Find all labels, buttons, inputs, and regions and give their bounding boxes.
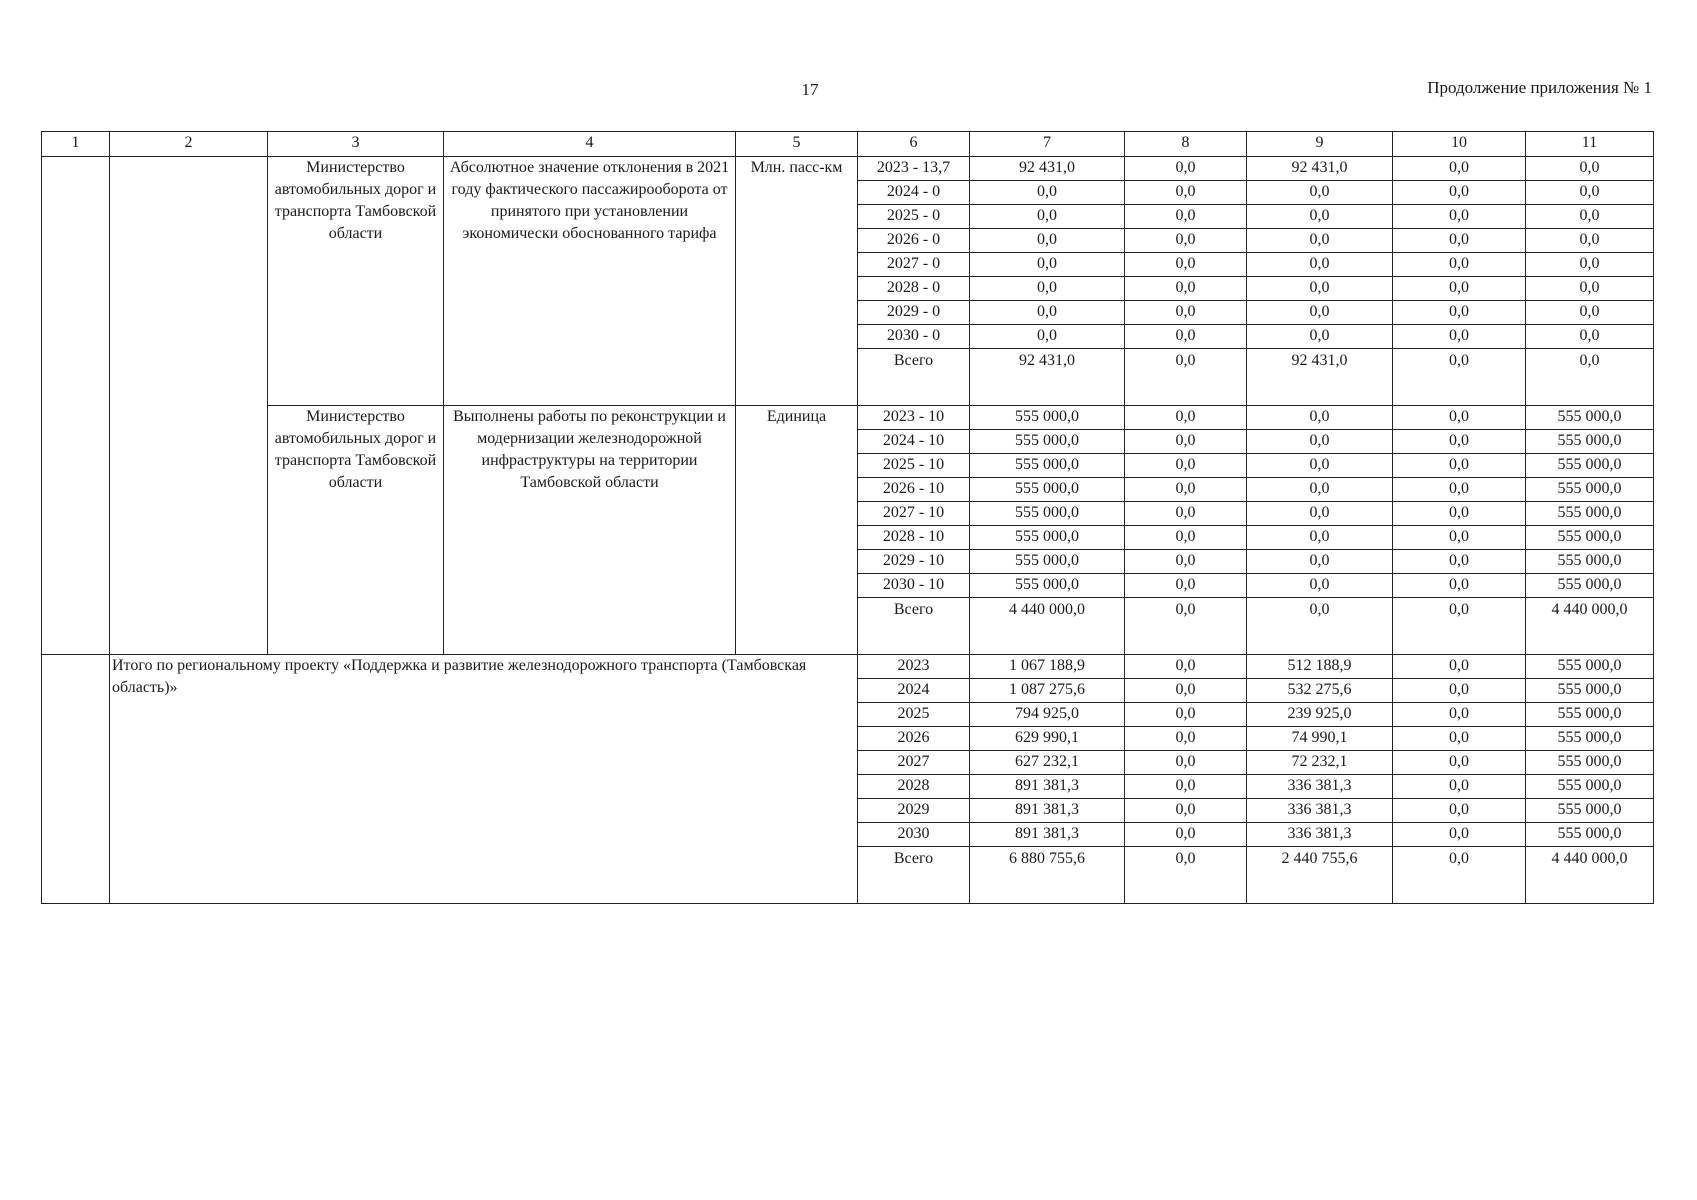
page-number: 17 [801,80,819,99]
value-cell: 0,0 [1393,847,1526,904]
value-cell: 1 067 188,9 [970,655,1125,679]
value-cell: 0,0 [970,301,1125,325]
year-cell: 2028 - 10 [858,526,970,550]
year-cell: 2029 [858,799,970,823]
value-cell: 0,0 [1125,847,1247,904]
value-cell: 0,0 [970,325,1125,349]
year-cell: 2027 - 10 [858,502,970,526]
value-cell: 336 381,3 [1247,799,1393,823]
table-row [42,157,1654,181]
value-cell: 0,0 [1247,478,1393,502]
col-header: 7 [970,132,1125,157]
year-cell: 2030 - 0 [858,325,970,349]
year-cell: Всего [858,349,970,406]
value-cell: 0,0 [1393,229,1526,253]
value-cell: 0,0 [1247,430,1393,454]
value-cell: 0,0 [1393,205,1526,229]
budget-table [41,131,1654,904]
year-cell: 2024 - 0 [858,181,970,205]
value-cell: 4 440 000,0 [970,598,1125,655]
value-cell: 0,0 [1125,277,1247,301]
value-cell: 0,0 [1393,679,1526,703]
appendix-continuation-note: Продолжение приложения № 1 [1427,78,1652,97]
value-cell: 92 431,0 [970,349,1125,406]
value-cell: 0,0 [1393,478,1526,502]
year-cell: 2024 - 10 [858,430,970,454]
value-cell: 794 925,0 [970,703,1125,727]
value-cell: 0,0 [970,181,1125,205]
col-header: 2 [110,132,268,157]
value-cell: 555 000,0 [1526,430,1654,454]
year-cell: 2024 [858,679,970,703]
value-cell: 512 188,9 [1247,655,1393,679]
value-cell: 629 990,1 [970,727,1125,751]
value-cell: 74 990,1 [1247,727,1393,751]
value-cell: 0,0 [1526,253,1654,277]
col-header: 11 [1526,132,1654,157]
responsible-org-cell: Министерство автомобильных дорог и транспорта Тамбовской области [268,406,444,655]
value-cell: 0,0 [1393,349,1526,406]
year-cell: 2025 - 10 [858,454,970,478]
value-cell: 891 381,3 [970,775,1125,799]
value-cell: 0,0 [1526,301,1654,325]
value-cell: 555 000,0 [1526,679,1654,703]
value-cell: 0,0 [1526,349,1654,406]
year-cell: 2029 - 0 [858,301,970,325]
value-cell: 0,0 [1247,454,1393,478]
value-cell: 0,0 [1526,205,1654,229]
year-cell: 2023 - 10 [858,406,970,430]
value-cell: 0,0 [1393,181,1526,205]
value-cell: 0,0 [1526,181,1654,205]
value-cell: 0,0 [1125,229,1247,253]
value-cell: 0,0 [1125,502,1247,526]
value-cell: 336 381,3 [1247,823,1393,847]
year-cell: 2025 - 0 [858,205,970,229]
indicator-cell: Выполнены работы по реконструкции и модернизации железнодорожной инфраструктуры на территории Тамбовской области [444,406,736,655]
value-cell: 0,0 [1125,550,1247,574]
value-cell: 0,0 [1247,502,1393,526]
value-cell: 0,0 [1393,655,1526,679]
value-cell: 555 000,0 [1526,655,1654,679]
value-cell: 555 000,0 [1526,727,1654,751]
value-cell: 0,0 [1125,751,1247,775]
table-row [42,406,1654,430]
value-cell: 0,0 [1125,478,1247,502]
value-cell: 0,0 [1247,526,1393,550]
value-cell: 0,0 [1393,775,1526,799]
value-cell: 0,0 [1247,229,1393,253]
value-cell: 891 381,3 [970,823,1125,847]
value-cell: 239 925,0 [1247,703,1393,727]
col2-cell [110,157,268,655]
value-cell: 555 000,0 [1526,775,1654,799]
value-cell: 555 000,0 [1526,799,1654,823]
col1-cell [42,655,110,904]
col-header: 5 [736,132,858,157]
col-header: 8 [1125,132,1247,157]
value-cell: 0,0 [970,253,1125,277]
value-cell: 0,0 [1125,655,1247,679]
year-cell: 2027 - 0 [858,253,970,277]
value-cell: 92 431,0 [1247,157,1393,181]
value-cell: 4 440 000,0 [1526,847,1654,904]
value-cell: 72 232,1 [1247,751,1393,775]
value-cell: 0,0 [1393,574,1526,598]
value-cell: 0,0 [1393,454,1526,478]
value-cell: 0,0 [1125,406,1247,430]
value-cell: 555 000,0 [1526,502,1654,526]
year-cell: Всего [858,598,970,655]
year-cell: 2026 - 10 [858,478,970,502]
value-cell: 6 880 755,6 [970,847,1125,904]
value-cell: 0,0 [1526,277,1654,301]
value-cell: 555 000,0 [1526,526,1654,550]
value-cell: 891 381,3 [970,799,1125,823]
value-cell: 0,0 [1125,526,1247,550]
value-cell: 555 000,0 [970,430,1125,454]
value-cell: 555 000,0 [970,526,1125,550]
value-cell: 0,0 [1393,751,1526,775]
value-cell: 0,0 [1393,502,1526,526]
value-cell: 0,0 [1125,727,1247,751]
value-cell: 0,0 [1125,679,1247,703]
value-cell: 0,0 [1393,325,1526,349]
year-cell: 2030 - 10 [858,574,970,598]
year-cell: 2027 [858,751,970,775]
value-cell: 555 000,0 [1526,751,1654,775]
value-cell: 0,0 [1393,799,1526,823]
header-row [42,132,1654,157]
value-cell: 555 000,0 [970,478,1125,502]
value-cell: 0,0 [1125,430,1247,454]
year-cell: 2026 [858,727,970,751]
year-cell: 2026 - 0 [858,229,970,253]
col1-cell [42,157,110,655]
value-cell: 4 440 000,0 [1526,598,1654,655]
value-cell: 555 000,0 [970,502,1125,526]
value-cell: 0,0 [1526,229,1654,253]
unit-cell: Млн. пасс-км [736,157,858,406]
value-cell: 0,0 [1247,205,1393,229]
value-cell: 0,0 [1247,598,1393,655]
value-cell: 0,0 [970,277,1125,301]
col-header: 4 [444,132,736,157]
value-cell: 0,0 [1247,406,1393,430]
value-cell: 0,0 [1393,598,1526,655]
value-cell: 0,0 [1125,823,1247,847]
year-cell: 2023 [858,655,970,679]
value-cell: 0,0 [1247,574,1393,598]
value-cell: 555 000,0 [970,454,1125,478]
value-cell: 0,0 [1247,253,1393,277]
value-cell: 532 275,6 [1247,679,1393,703]
indicator-cell: Абсолютное значение отклонения в 2021 году фактического пассажирооборота от принятого при установлении экономически обоснованного тарифа [444,157,736,406]
value-cell: 0,0 [1393,823,1526,847]
value-cell: 0,0 [1393,703,1526,727]
value-cell: 0,0 [1125,157,1247,181]
value-cell: 0,0 [1526,325,1654,349]
value-cell: 0,0 [1393,157,1526,181]
value-cell: 0,0 [1393,301,1526,325]
value-cell: 0,0 [1125,775,1247,799]
value-cell: 336 381,3 [1247,775,1393,799]
value-cell: 92 431,0 [1247,349,1393,406]
value-cell: 0,0 [1125,598,1247,655]
unit-cell: Единица [736,406,858,655]
year-cell: 2025 [858,703,970,727]
value-cell: 0,0 [1125,325,1247,349]
value-cell: 0,0 [1393,550,1526,574]
year-cell: 2023 - 13,7 [858,157,970,181]
value-cell: 0,0 [1247,325,1393,349]
value-cell: 92 431,0 [970,157,1125,181]
col-header: 9 [1247,132,1393,157]
responsible-org-cell: Министерство автомобильных дорог и транспорта Тамбовской области [268,157,444,406]
value-cell: 555 000,0 [1526,703,1654,727]
value-cell: 0,0 [1247,181,1393,205]
year-cell: 2029 - 10 [858,550,970,574]
value-cell: 0,0 [1247,277,1393,301]
value-cell: 555 000,0 [1526,454,1654,478]
value-cell: 0,0 [1125,301,1247,325]
col-header: 10 [1393,132,1526,157]
value-cell: 627 232,1 [970,751,1125,775]
value-cell: 1 087 275,6 [970,679,1125,703]
col-header: 6 [858,132,970,157]
value-cell: 0,0 [1526,157,1654,181]
value-cell: 0,0 [1247,550,1393,574]
value-cell: 0,0 [1125,574,1247,598]
value-cell: 0,0 [1125,349,1247,406]
table-row [42,655,1654,679]
year-cell: 2030 [858,823,970,847]
value-cell: 555 000,0 [970,574,1125,598]
value-cell: 555 000,0 [1526,574,1654,598]
project-total-label: Итого по региональному проекту «Поддержка и развитие железнодорожного транспорта (Тамбовская область)» [110,655,858,904]
value-cell: 555 000,0 [1526,550,1654,574]
value-cell: 0,0 [1393,406,1526,430]
value-cell: 0,0 [970,205,1125,229]
value-cell: 0,0 [1125,181,1247,205]
col-header: 3 [268,132,444,157]
value-cell: 0,0 [1393,526,1526,550]
value-cell: 555 000,0 [970,550,1125,574]
value-cell: 0,0 [1393,277,1526,301]
value-cell: 555 000,0 [1526,406,1654,430]
year-cell: Всего [858,847,970,904]
value-cell: 0,0 [1125,454,1247,478]
value-cell: 0,0 [1393,430,1526,454]
value-cell: 0,0 [1125,205,1247,229]
value-cell: 0,0 [1125,253,1247,277]
value-cell: 0,0 [1393,727,1526,751]
value-cell: 2 440 755,6 [1247,847,1393,904]
value-cell: 555 000,0 [1526,478,1654,502]
year-cell: 2028 - 0 [858,277,970,301]
value-cell: 0,0 [1247,301,1393,325]
col-header: 1 [42,132,110,157]
year-cell: 2028 [858,775,970,799]
value-cell: 0,0 [1125,799,1247,823]
value-cell: 0,0 [1125,703,1247,727]
value-cell: 0,0 [1393,253,1526,277]
value-cell: 555 000,0 [970,406,1125,430]
value-cell: 0,0 [970,229,1125,253]
value-cell: 555 000,0 [1526,823,1654,847]
